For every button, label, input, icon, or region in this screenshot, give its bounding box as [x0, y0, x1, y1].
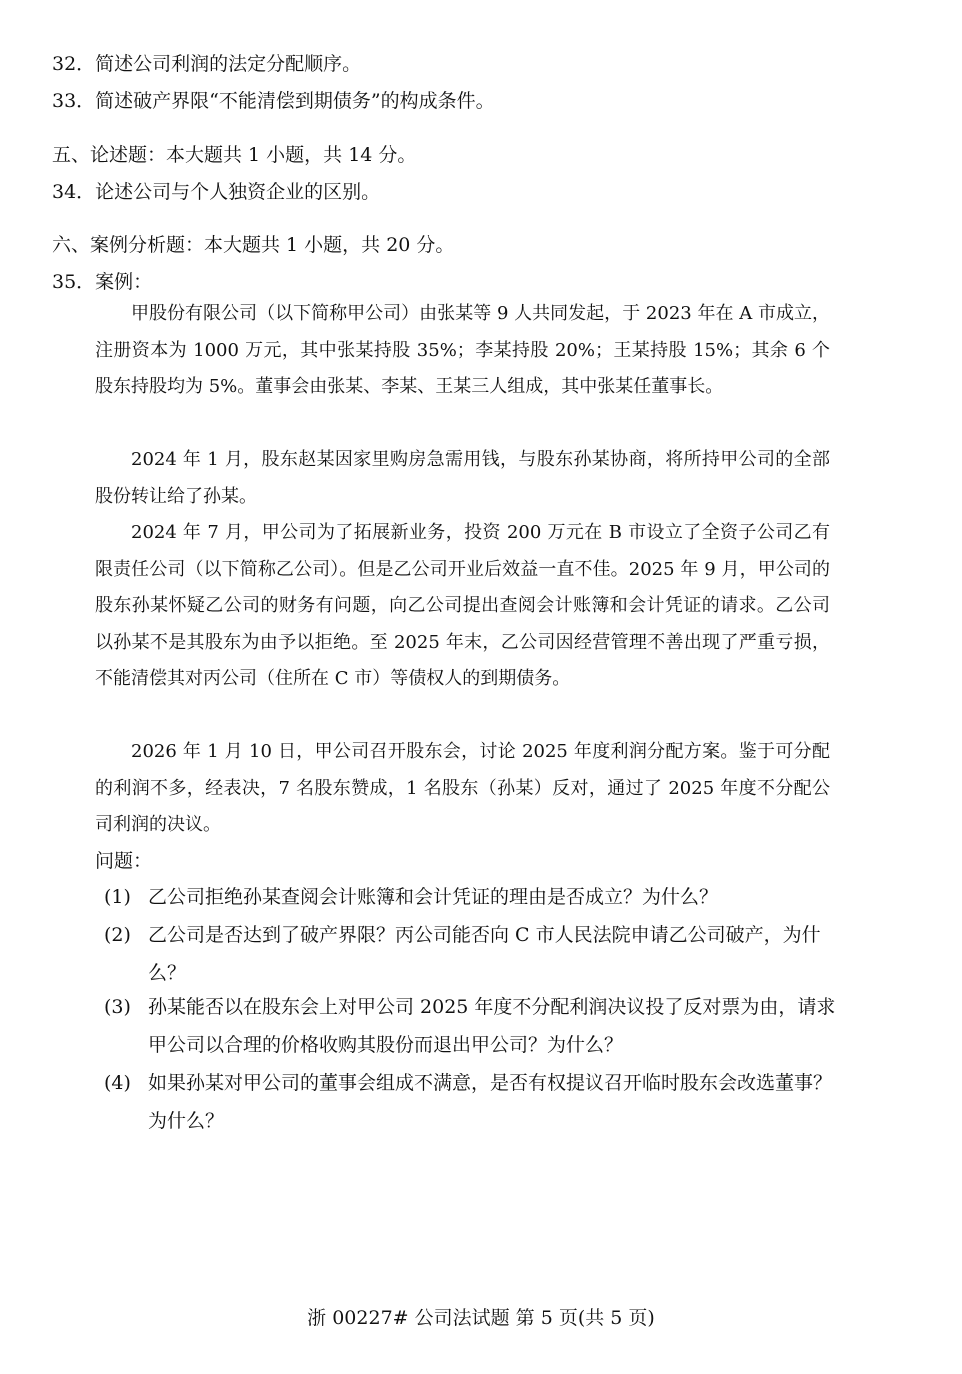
case-paragraph-2: 2024 年 1 月，股东赵某因家里购房急需用钱，与股东孙某协商，将所持甲公司的全部股份转让给了孙某。: [95, 449, 830, 507]
sub-question-4: [104, 1065, 844, 1140]
question-32: 32．简述公司利润的法定分配顺序。: [52, 53, 362, 75]
sub-question-text: 乙公司是否达到了破产界限？丙公司能否向 C 市人民法院申请乙公司破产，为什么？: [148, 924, 821, 984]
question-34: 34．论述公司与个人独资企业的区别。: [52, 181, 381, 203]
questions-label: 问题：: [95, 850, 153, 872]
sub-question-text: 孙某能否以在股东会上对甲公司 2025 年度不分配利润决议投了反对票为由，请求甲公司以合理的价格收购其股份而退出甲公司？为什么？: [148, 996, 836, 1056]
section-6-heading: 六、案例分析题：本大题共 1 小题，共 20 分。: [52, 234, 455, 256]
sub-question-2: [104, 917, 844, 992]
case-paragraph-3: 2024 年 7 月，甲公司为了拓展新业务，投资 200 万元在 B 市设立了全资子公司乙有限责任公司（以下简称乙公司）。但是乙公司开业后效益一直不佳。2025 年 9 月，甲公司的股东孙某怀疑乙公司的财务有问题，向乙公司提出查阅会计账簿和会计凭证的请求。乙公司以孙某不是其股东为由予以拒绝。至 2025 年末，乙公司因经营管理不善出现了严重亏损，不能清偿其对丙公司（住所在 C 市）等债权人的到期债务。: [95, 522, 830, 689]
page-footer: 浙 00227# 公司法试题 第 5 页(共 5 页): [307, 1307, 655, 1329]
question-33: 33．简述破产界限“不能清偿到期债务”的构成条件。: [52, 90, 495, 112]
sub-question-number: (1): [104, 886, 131, 908]
sub-question-3: [104, 989, 844, 1064]
sub-question-text: 如果孙某对甲公司的董事会组成不满意，是否有权提议召开临时股东会改选董事？为什么？: [148, 1072, 833, 1132]
sub-question-text: 乙公司拒绝孙某查阅会计账簿和会计凭证的理由是否成立？为什么？: [148, 886, 719, 908]
sub-question-number: (3): [104, 996, 131, 1018]
case-paragraph-1: 甲股份有限公司（以下简称甲公司）由张某等 9 人共同发起，于 2023 年在 A 市成立，注册资本为 1000 万元，其中张某持股 35%；李某持股 20%；王某持股 15%；其余 6 个股东持股均为 5%。董事会由张某、李某、王某三人组成，其中张某任董事长。: [95, 303, 830, 397]
sub-question-number: (4): [104, 1072, 131, 1094]
sub-question-1: [104, 879, 844, 917]
section-5-heading: 五、论述题：本大题共 1 小题，共 14 分。: [52, 144, 417, 166]
question-35-label: 35．案例：: [52, 271, 153, 293]
sub-question-number: (2): [104, 924, 131, 946]
case-paragraph-4: 2026 年 1 月 10 日，甲公司召开股东会，讨论 2025 年度利润分配方案。鉴于可分配的利润不多，经表决，7 名股东赞成，1 名股东（孙某）反对，通过了 2025 年度不分配公司利润的决议。: [95, 741, 830, 835]
